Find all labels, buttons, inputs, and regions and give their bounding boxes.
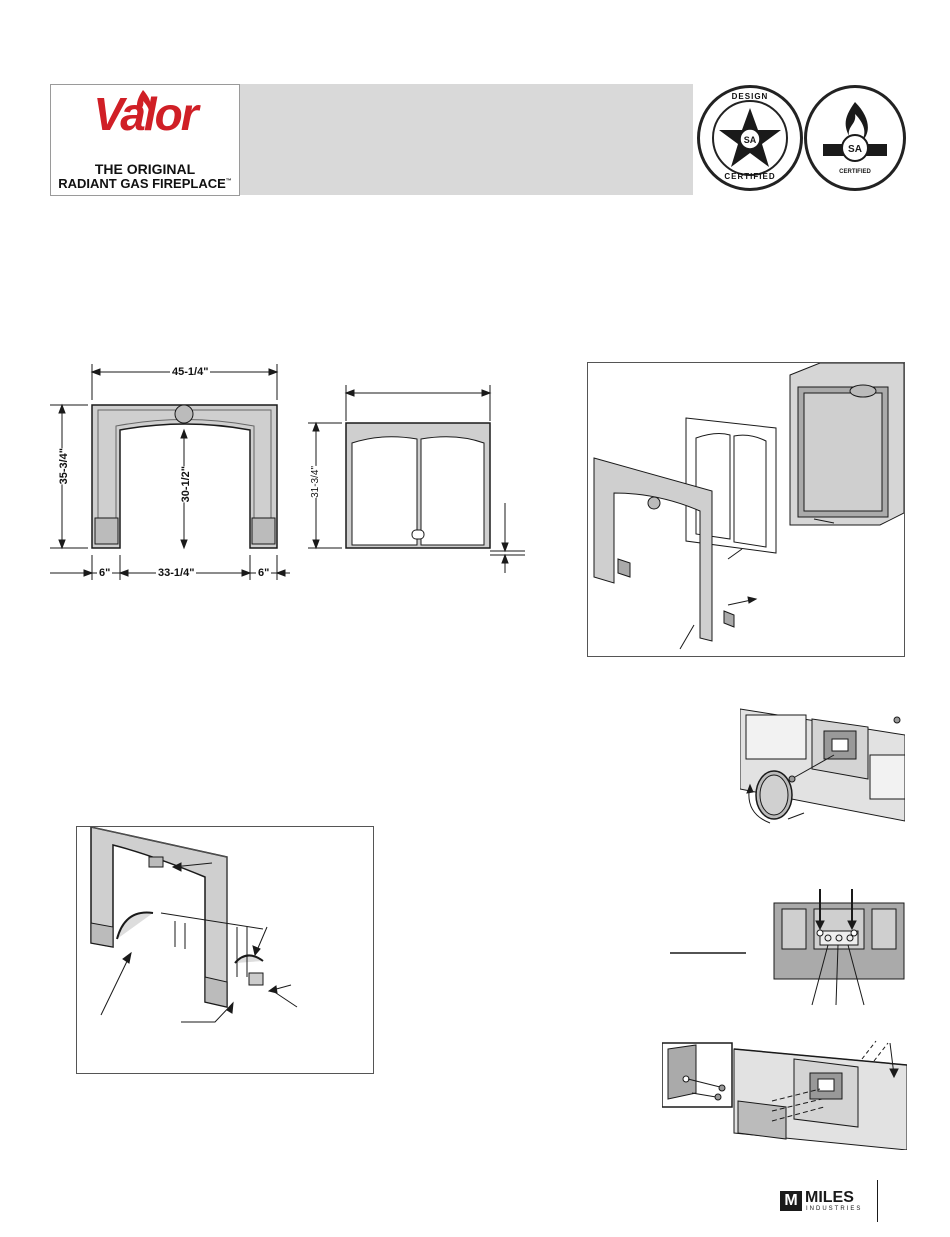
opening-height-label: 30-1/2" <box>180 466 192 503</box>
exploded-assembly-figure <box>587 362 905 657</box>
opening-width-label: 33-1/4" <box>158 567 195 579</box>
panel-screw-detail-drawing <box>670 885 905 1030</box>
csa-flame-icon <box>817 98 893 178</box>
svg-text:SA: SA <box>743 135 757 145</box>
door-height-label: 31-3/4" <box>308 466 324 498</box>
medallion-detail-drawing <box>740 705 905 825</box>
leg-right-label: 6" <box>258 567 270 579</box>
company-logo-mark: M <box>780 1191 802 1211</box>
exploded-assembly-drawing <box>588 363 904 656</box>
brand-wordmark: Valor <box>93 88 197 140</box>
plate-mount-detail-drawing <box>662 1035 907 1150</box>
door-dimension-drawing <box>300 385 530 580</box>
svg-text:SA: SA <box>848 144 862 155</box>
brand-tagline-2: RADIANT GAS FIREPLACE™ <box>58 176 232 191</box>
brand-tagline-1: THE ORIGINAL <box>94 161 196 177</box>
surround-install-drawing <box>77 827 373 1073</box>
star-icon <box>718 106 782 170</box>
surround-dimension-drawing <box>40 360 300 585</box>
company-name: MILES <box>805 1189 854 1206</box>
footer-company-logo <box>780 1187 880 1215</box>
leg-left-label: 6" <box>99 567 111 579</box>
svg-text:CERTIFIED: CERTIFIED <box>839 169 871 175</box>
surround-install-figure <box>76 826 374 1074</box>
csa-certified-badge <box>804 85 906 191</box>
footer-divider <box>877 1180 878 1222</box>
design-certified-badge: DESIGN CERTIFIED SA <box>697 85 803 191</box>
header-title-band <box>240 84 693 195</box>
company-subtitle: INDUSTRIES <box>806 1206 863 1212</box>
brand-logo <box>50 84 240 196</box>
overall-width-label: 45-1/4" <box>172 366 209 378</box>
overall-height-label: 35-3/4" <box>58 448 70 485</box>
